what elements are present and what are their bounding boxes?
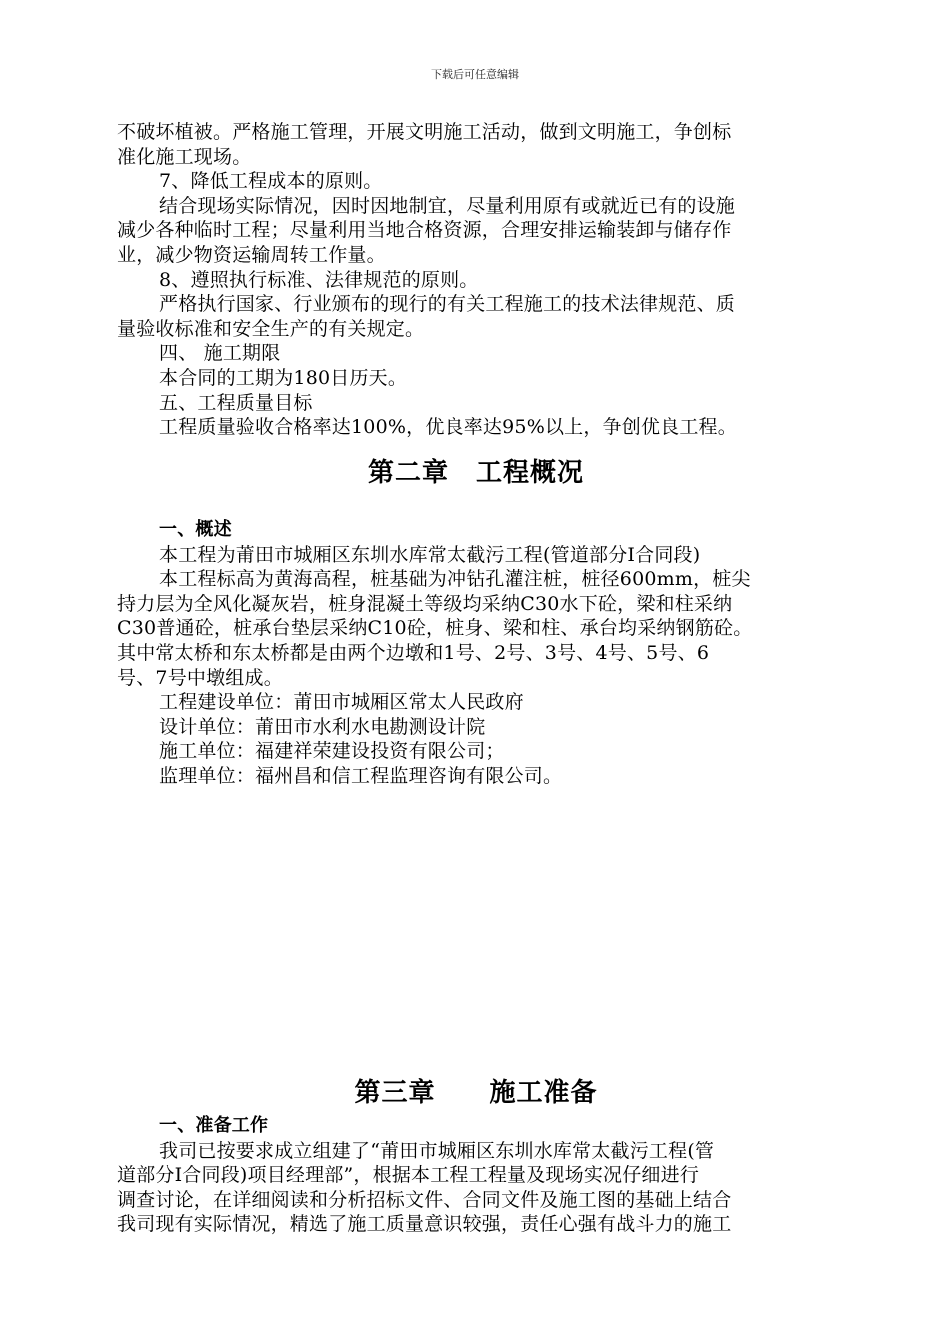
text-line: 持力层为全风化凝灰岩，桩身混凝土等级均采纳C30水下砼，梁和柱采纳 — [117, 592, 733, 615]
body-block-1 — [117, 120, 835, 440]
text-line: 监理单位：福州昌和信工程监理咨询有限公司。 — [159, 764, 563, 787]
text-line: 调查讨论，在详细阅读和分析招标文件、合同文件及施工图的基础上结合 — [117, 1188, 732, 1211]
text-line: 结合现场实际情况，因时因地制宜，尽量利用原有或就近已有的设施 — [159, 194, 736, 217]
text-line: 号、7号中墩组成。 — [117, 666, 283, 689]
text-line: 8、遵照执行标准、法律规范的原则。 — [159, 268, 479, 291]
text-line: 本工程标高为黄海高程，桩基础为冲钻孔灌注桩，桩径600mm，桩尖 — [159, 568, 751, 591]
text-line: 我司已按要求成立组建了“莆田市城厢区东圳水库常太截污工程(管 — [159, 1139, 715, 1162]
text-line: 量验收标准和安全生产的有关规定。 — [117, 317, 425, 340]
chapter-3-title: 第三章 施工准备 — [354, 1078, 598, 1108]
page-header: 下载后可任意编辑 — [431, 68, 519, 81]
text-line: 工程建设单位：莆田市城厢区常太人民政府 — [159, 691, 524, 714]
text-line: 本工程为莆田市城厢区东圳水库常太截污工程(管道部分Ⅰ合同段) — [159, 543, 701, 566]
section-heading: 一、概述 — [159, 519, 232, 540]
text-line: 道部分Ⅰ合同段)项目经理部”，根据本工程工程量及现场实况仔细进行 — [117, 1164, 700, 1187]
text-line: 不破坏植被。严格施工管理，开展文明施工活动，做到文明施工，争创标 — [117, 121, 732, 143]
text-line: 我司现有实际情况，精选了施工质量意识较强，责任心强有战斗力的施工 — [117, 1213, 732, 1236]
chapter-2-title: 第二章 工程概况 — [367, 458, 584, 488]
text-line: 施工单位：福建祥荣建设投资有限公司； — [159, 740, 505, 763]
text-line: 其中常太桥和东太桥都是由两个边墩和1号、2号、3号、4号、5号、6 — [117, 641, 710, 664]
text-line: 五、工程质量目标 — [159, 391, 313, 414]
text-line: 准化施工现场。 — [117, 145, 252, 168]
text-line: 四、 施工期限 — [159, 342, 281, 365]
text-line: 严格执行国家、行业颁布的现行的有关工程施工的技术法律规范、质 — [159, 293, 736, 316]
body-block-2 — [117, 518, 835, 789]
body-block-3 — [117, 1114, 835, 1237]
text-line: 减少各种临时工程；尽量利用当地合格资源，合理安排运输装卸与储存作 — [117, 219, 732, 242]
text-line: 业，减少物资运输周转工作量。 — [117, 243, 386, 266]
text-line: 本合同的工期为180日历天。 — [159, 366, 408, 389]
text-line: 7、降低工程成本的原则。 — [159, 170, 383, 193]
section-heading: 一、准备工作 — [159, 1115, 269, 1136]
text-line: 设计单位：莆田市水利水电勘测设计院 — [159, 715, 486, 738]
text-line: 工程质量验收合格率达100%，优良率达95%以上，争创优良工程。 — [159, 416, 737, 439]
text-line: C30普通砼，桩承台垫层采纳C10砼，桩身、梁和柱、承台均采纳钢筋砼。 — [117, 617, 753, 640]
